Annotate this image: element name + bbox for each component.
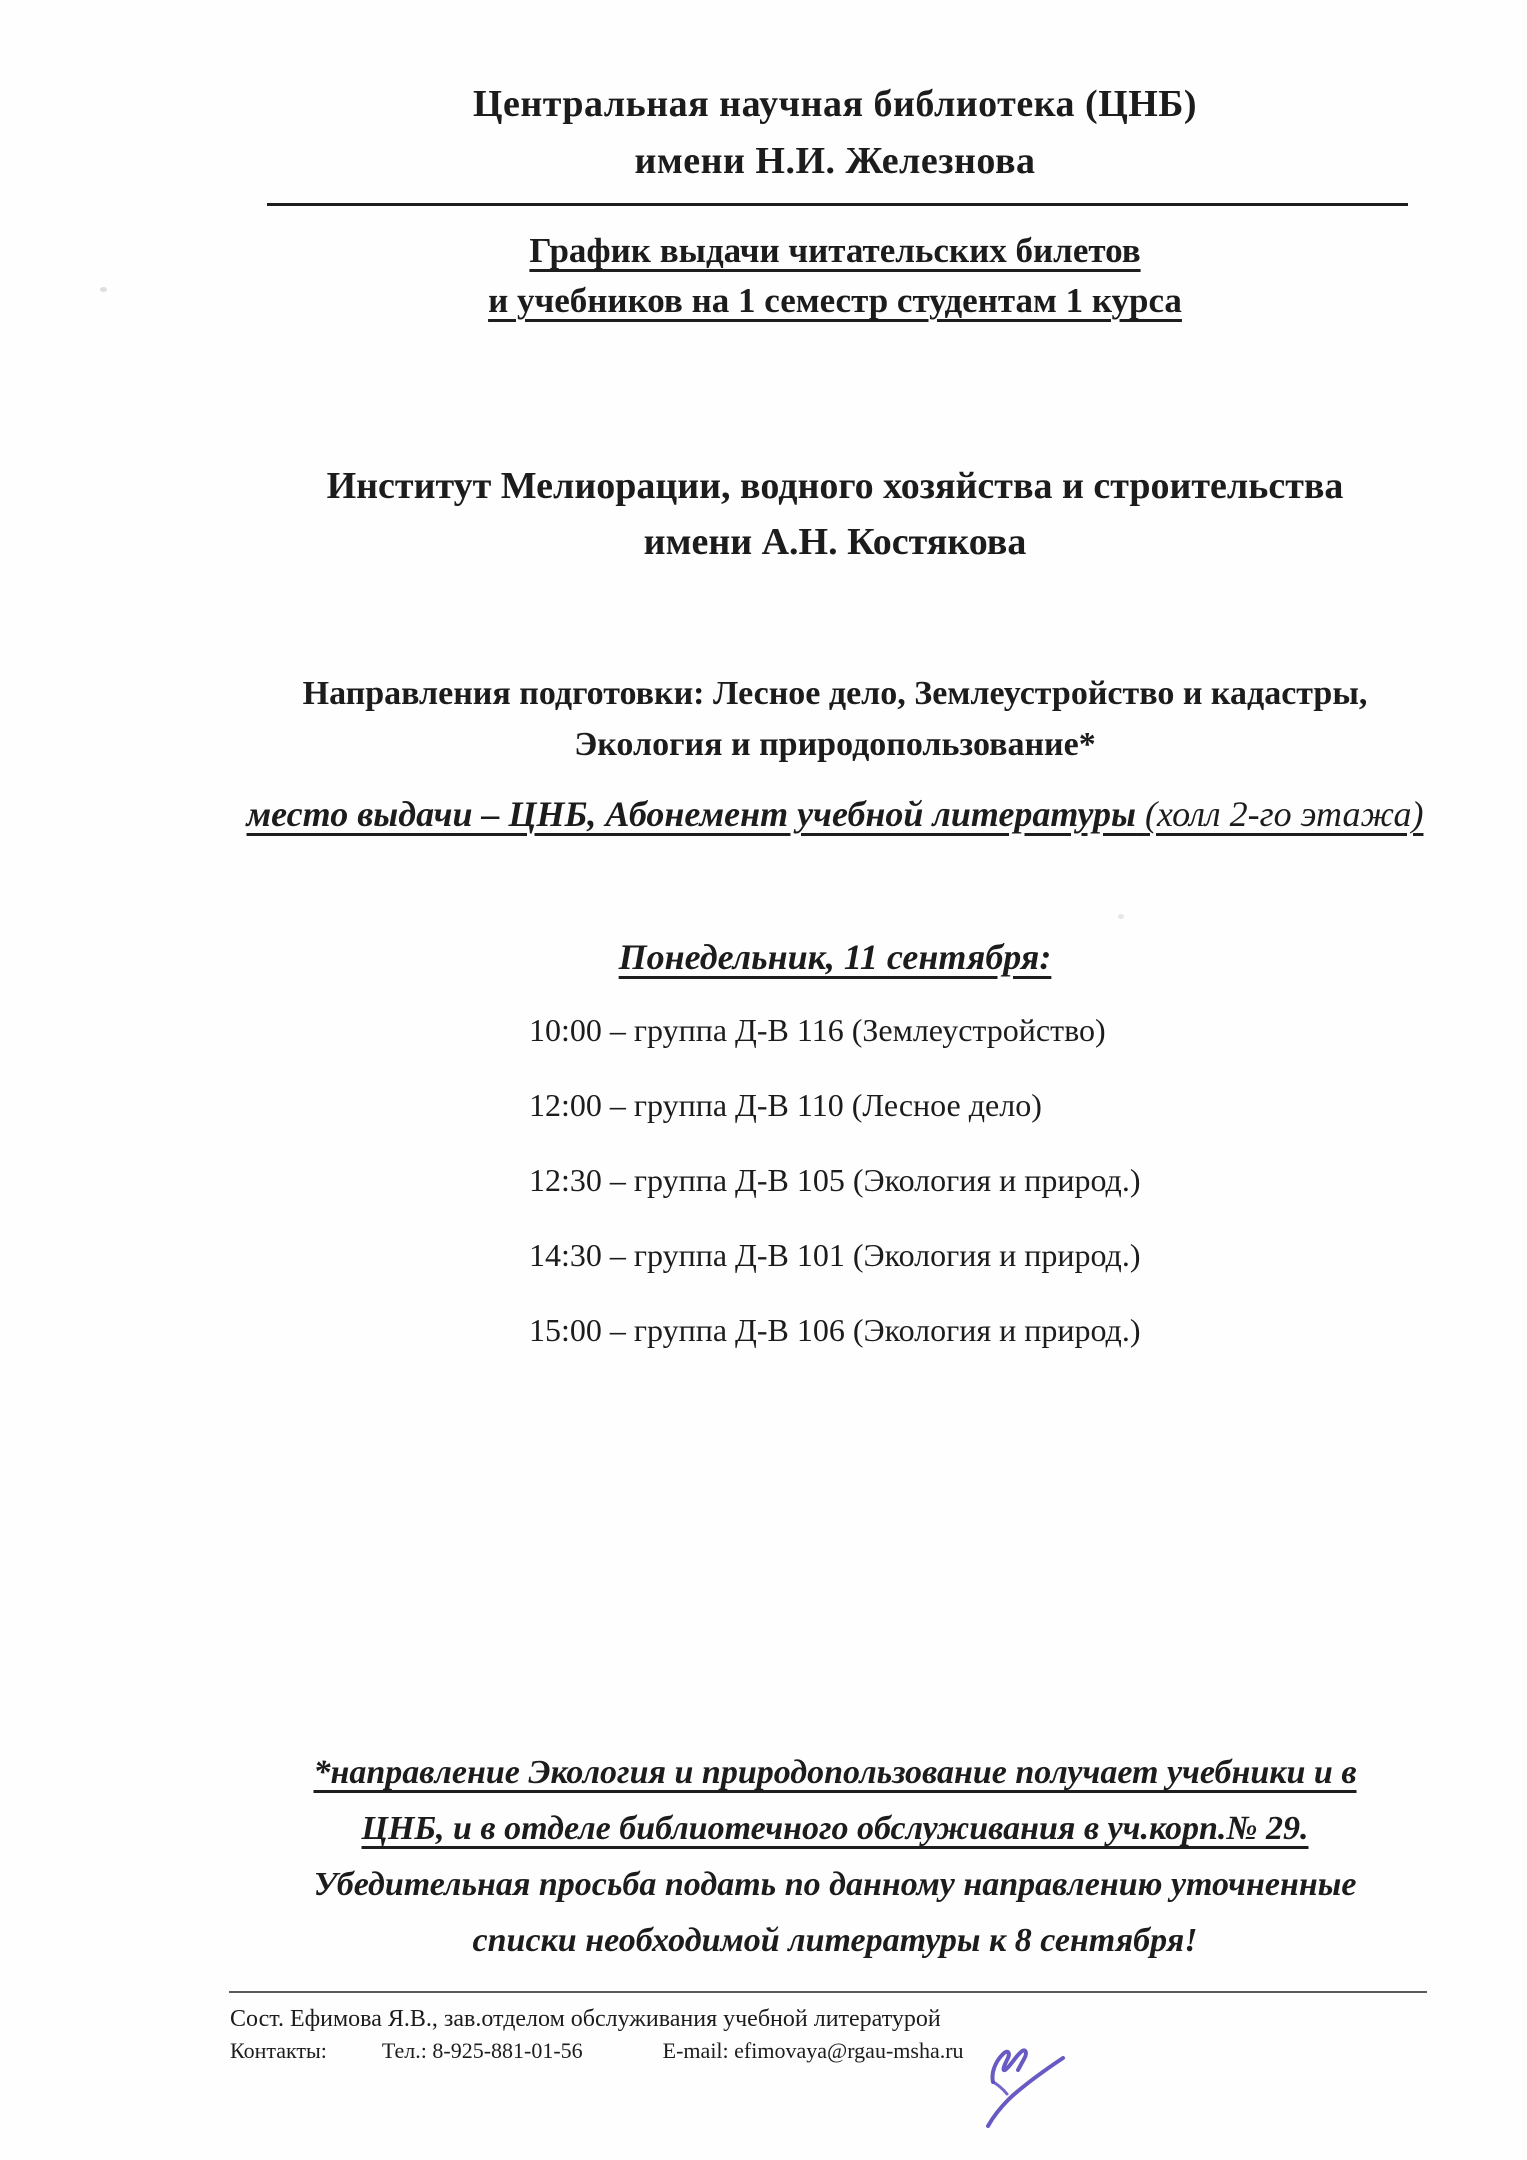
footnote-line3: Убедительная просьба подать по данному направлению уточненные: [313, 1866, 1357, 1903]
library-title-line1: Центральная научная библиотека (ЦНБ): [472, 83, 1198, 125]
schedule-item: 12:00 – группа Д-В 110 (Лесное дело): [529, 1087, 1042, 1123]
subtitle-line2: и учебников на 1 семестр студентам 1 курса: [488, 281, 1182, 320]
email-address: E-mail: efimovaya@rgau-msha.ru: [662, 2038, 964, 2063]
contacts-label: Контакты:: [230, 2038, 327, 2063]
schedule-item: 14:30 – группа Д-В 101 (Экология и природ.): [529, 1237, 1141, 1273]
directions-line2: Экология и природопользование*: [574, 726, 1096, 763]
composer-line: Сост. Ефимова Я.В., зав.отделом обслуживания учебной литературой: [230, 2006, 941, 2032]
institute-line2: имени А.Н. Костякова: [643, 521, 1027, 563]
schedule-item: 15:00 – группа Д-В 106 (Экология и природ.): [529, 1312, 1141, 1348]
signature-mark: [963, 2042, 1083, 2142]
issue-location-note: (холл 2-го этажа): [1145, 794, 1424, 834]
footnote-line4: списки необходимой литературы к 8 сентября!: [472, 1922, 1198, 1959]
schedule-item: 12:30 – группа Д-В 105 (Экология и природ.): [529, 1162, 1141, 1198]
directions-line1: Направления подготовки: Лесное дело, Землеустройство и кадастры,: [302, 675, 1368, 712]
header-divider: [267, 203, 1408, 206]
issue-location-main: место выдачи – ЦНБ, Абонемент учебной литературы: [246, 794, 1137, 834]
schedule-list: [529, 1010, 1140, 1385]
scan-speck: [100, 287, 107, 292]
document-subtitle: [145, 226, 1525, 326]
institute-heading: [145, 458, 1525, 570]
issue-location: [145, 793, 1525, 835]
library-title: [145, 76, 1525, 190]
footnote-line2: ЦНБ, и в отделе библиотечного обслуживания в уч.корп.№ 29.: [361, 1810, 1309, 1847]
library-title-line2: имени Н.И. Железнова: [634, 140, 1036, 182]
schedule-item: 10:00 – группа Д-В 116 (Землеустройство): [529, 1012, 1106, 1048]
footnote: [145, 1745, 1525, 1969]
scan-speck: [1118, 914, 1124, 919]
institute-line1: Институт Мелиорации, водного хозяйства и строительства: [326, 465, 1344, 507]
contacts-line: [230, 2038, 964, 2064]
footnote-line1: *направление Экология и природопользование получает учебники и в: [313, 1754, 1357, 1791]
directions-heading: [145, 668, 1525, 770]
day-heading: Понедельник, 11 сентября:: [618, 937, 1052, 977]
subtitle-line1: График выдачи читательских билетов: [529, 231, 1141, 270]
phone-number: Тел.: 8-925-881-01-56: [381, 2038, 583, 2063]
footer-divider: [229, 1991, 1427, 1993]
